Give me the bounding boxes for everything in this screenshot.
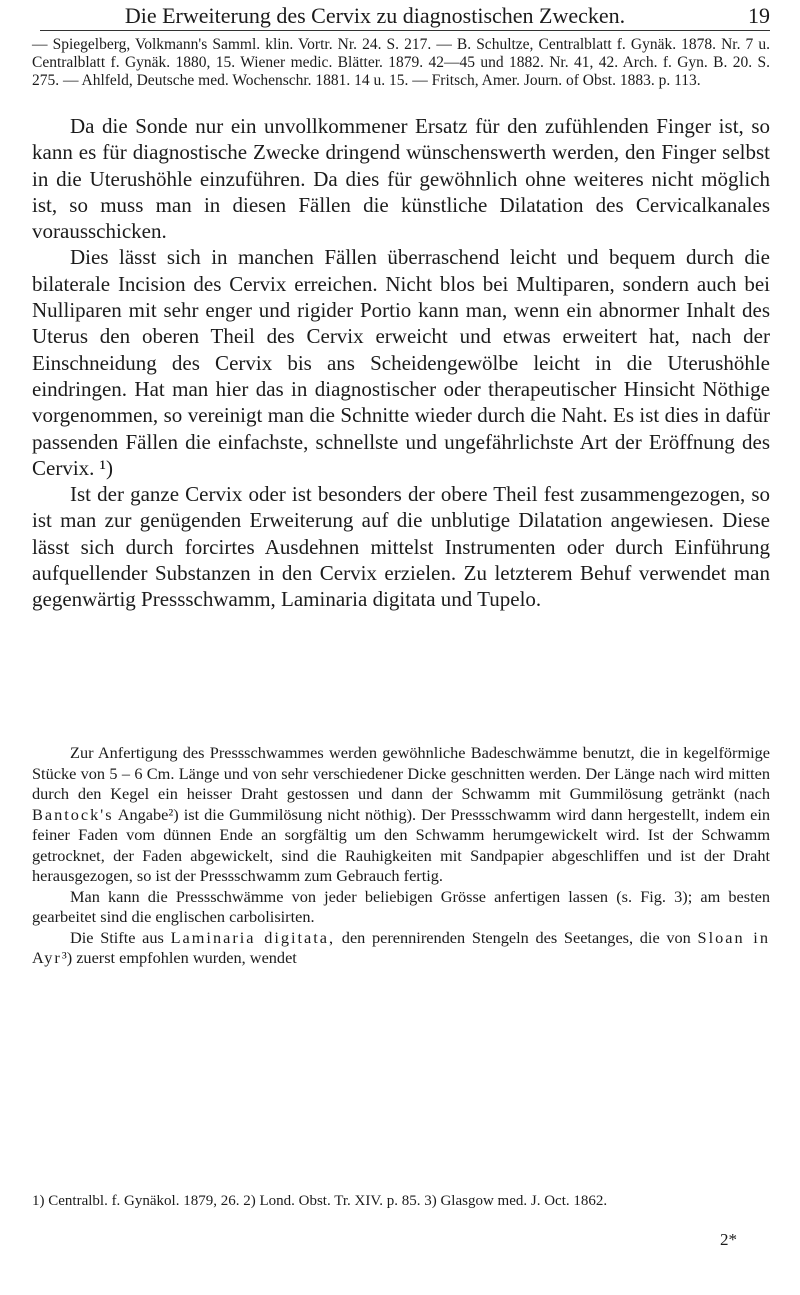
small-print-text [32, 743, 770, 969]
small-text: Zur Anfertigung des Pressschwammes werden gewöhnliche Badeschwämme benutzt, die in kegelförmige Stücke von 5 – 6 Cm. Länge und von sehr verschiedener Dicke geschnitten werden. Der Länge nach wird mitten durch den Kegel ein heisser Draht gestossen und dann der Schwamm mit Gummilösung getränkt (nach [32, 743, 770, 803]
small-paragraph-2: Man kann die Pressschwämme von jeder beliebigen Grösse anfertigen lassen (s. Fig. 3); am besten gearbeitet sind die englischen carbolisirten. [32, 886, 770, 926]
paragraph-2: Dies lässt sich in manchen Fällen überraschend leicht und bequem durch die bilaterale Incision des Cervix erreichen. Nicht blos bei Multiparen, sondern auch bei Nulliparen mit sehr enger und rigider Portio kann man, wenn ein abnormer Inhalt des Uterus den oberen Theil des Cervix erweicht und etwas erweitert hat, nach der Einschneidung des Cervix bis ans Scheidengewölbe leicht in die Uterushöhle eindringen. Hat man hier das in diagnostischer oder therapeutischer Hinsicht Nöthige vorgenommen, so vereinigt man die Schnitte wieder durch die Naht. Es ist dies in dafür passenden Fällen die einfachste, schnellste und ungefährlichste Art der Eröffnung des Cervix. ¹) [32, 245, 770, 480]
author-name: Sloan in Ayr [32, 927, 770, 967]
small-paragraph-1 [32, 743, 770, 887]
small-paragraph-3 [32, 928, 770, 969]
page-number: 19 [748, 3, 770, 28]
paragraph-3: Ist der ganze Cervix oder ist besonders der obere Theil fest zusammengezogen, so ist man zur genügenden Erweiterung auf die unblutige Dilatation angewiesen. Diese lässt sich durch forcirtes Ausdehnen mittelst Instrumenten oder durch Einführung aufquellender Substanzen in den Cervix erzielen. Zu letzterem Behuf verwendet man gegenwärtig Pressschwamm, Laminaria digitata und Tupelo. [32, 482, 770, 612]
main-text [32, 113, 770, 613]
paragraph-1: Da die Sonde nur ein unvollkommener Ersatz für den zufühlenden Finger ist, so kann es für diagnostische Zwecke dringend wünschenswerth werden, den Finger selbst in die Uterushöhle einzuführen. Da dies für gewöhnlich ohne weiteres nicht möglich ist, so muss man in diesen Fällen die künstliche Dilatation des Cervicalkanales vorausschicken. [32, 114, 770, 244]
small-text: den perennirenden Stengeln des Seetanges, die von [341, 927, 691, 947]
reference-list: — Spiegelberg, Volkmann's Samml. klin. Vortr. Nr. 24. S. 217. — B. Schultze, Centralblatt f. Gynäk. 1878. Nr. 7 u. Centralblatt f. Gynäk. 1880, 15. Wiener medic. Blätter. 1879. 42—45 und 1882. Nr. 41, 42. Arch. f. Gyn. B. 20. S. 275. — Ahlfeld, Deutsche med. Wochenschr. 1881. 14 u. 15. — Fritsch, Amer. Journ. of Obst. 1883. p. 113. [32, 36, 770, 89]
species-name: Laminaria digitata, [170, 927, 336, 947]
running-header [40, 0, 770, 31]
small-text: ³) zuerst empfohlen wurden, wendet [61, 948, 297, 967]
footnotes: 1) Centralbl. f. Gynäkol. 1879, 26. 2) Lond. Obst. Tr. XIV. p. 85. 3) Glasgow med. J. Oct. 1862. [32, 1193, 608, 1209]
signature-mark: 2* [720, 1230, 737, 1249]
small-text: Angabe²) ist die Gummilösung nicht nöthig). Der Pressschwamm wird dann hergestellt, indem ein feiner Faden vom dünnen Ende an sorgfältig um den Schwamm herumgewickelt wird. Ist der Schwamm getrocknet, der Faden abgewickelt, sind die Rauhigkeiten mit Sandpapier abgeschliffen und ist der Draht herausgezogen, so ist der Pressschwamm zum Gebrauch fertig. [32, 804, 771, 885]
running-title: Die Erweiterung des Cervix zu diagnostischen Zwecken. [124, 3, 626, 28]
small-text: Die Stifte aus [70, 927, 164, 947]
author-name: Bantock's [32, 804, 114, 824]
